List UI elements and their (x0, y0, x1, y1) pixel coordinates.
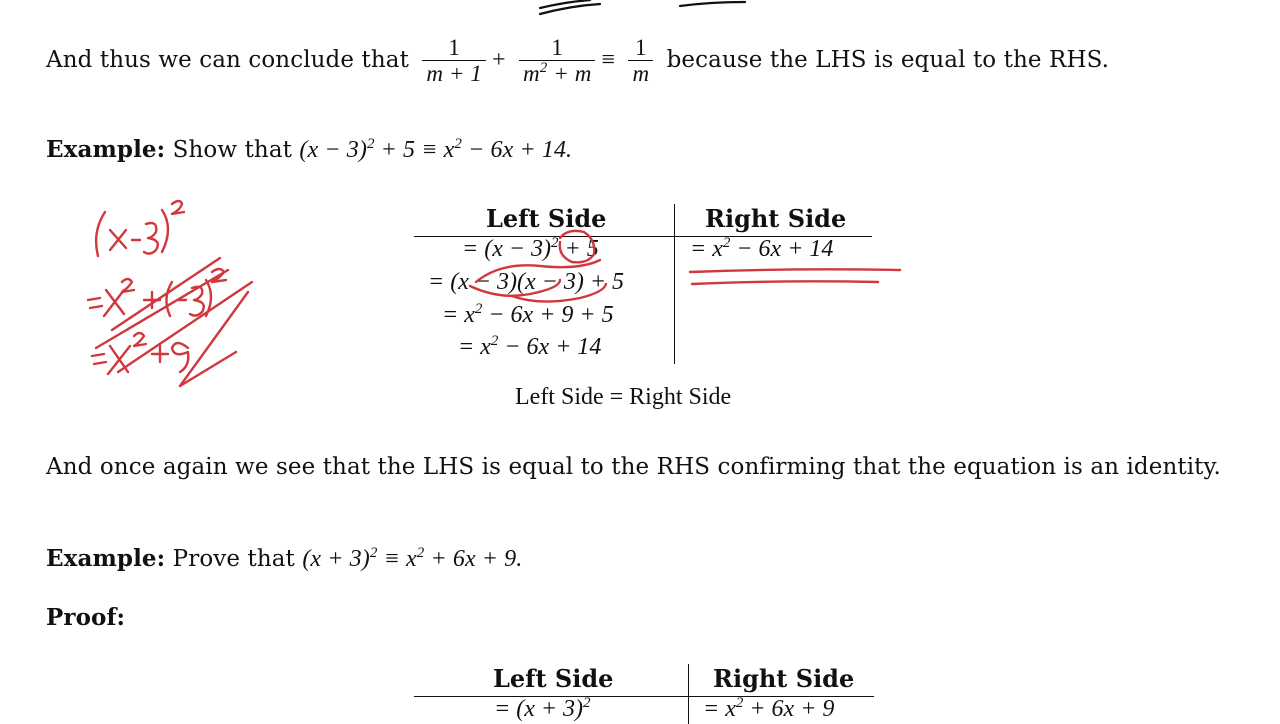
ink-underline-2 (692, 281, 878, 284)
table-1-right-row: = $x^2 - 6x + 14$ (690, 235, 834, 262)
conclusion-suffix: because the LHS is equal to the RHS. (666, 47, 1110, 73)
example-2-label: Example: (46, 545, 166, 572)
identity-paragraph: And once again we see that the LHS is equal to the RHS confirming that the equation is an identity. (46, 454, 1221, 480)
ink-x (110, 230, 126, 250)
ink-x3 (108, 346, 130, 374)
equiv-sign: ≡ (601, 47, 616, 73)
table-2-left-header: Left Side (493, 664, 614, 693)
table-2-right-header: Right Side (713, 664, 855, 693)
ink-x2-exp (122, 279, 134, 292)
ink-paren-open (96, 212, 105, 256)
ink-arc-top (476, 260, 600, 282)
ink-x3-exp (134, 333, 146, 346)
ink-arc-left (470, 280, 560, 296)
fraction-1-over-m-plus-1: $\frac{1}{m + 1}$ (422, 36, 486, 87)
example-1-statement: Example: Show that $(x - 3)^2 + 5 \equiv x^2 - 6x + 14$. (46, 136, 573, 163)
top-scribble-left (540, 0, 600, 14)
ink-x2 (104, 290, 124, 316)
table-1-right-header: Right Side (705, 204, 847, 233)
ink-circle-exponent (560, 231, 595, 262)
table-1-left-row: = $x^2 - 6x + 14$ (458, 333, 602, 360)
conclusion-prefix: And thus we can conclude that (46, 47, 409, 73)
fraction-1-over-m: $\frac{1}{m}$ (628, 36, 653, 87)
ink-exp-2 (172, 201, 184, 214)
ink-three (144, 223, 158, 254)
ink-paren-close (162, 210, 168, 252)
table-1-left-row: = $(x - 3)^2 + 5$ (462, 235, 599, 262)
proof-label: Proof: (46, 604, 126, 631)
table-1-left-row: = (x − 3)(x − 3) + 5 (428, 269, 625, 295)
example-2-statement: Example: Prove that $(x + 3)^2 \equiv x^2 + 6x + 9$. (46, 545, 523, 572)
fraction-1-over-m2-plus-m: $\frac{1}{m^2 + m}$ (519, 36, 595, 87)
ink-paren-2-open (166, 282, 172, 316)
ink-arc-bottom (512, 284, 606, 302)
ink-equals-1 (88, 298, 102, 308)
table-1-left-header: Left Side (486, 204, 607, 233)
ink-nine (172, 343, 188, 372)
table-2-left-row: = $(x + 3)^2$ (494, 695, 591, 722)
table-1-conclusion: Left Side = Right Side (515, 384, 732, 410)
top-scribble-right (680, 2, 745, 6)
ink-equals-2 (92, 354, 106, 364)
ink-underline-1 (690, 269, 900, 272)
plus-sign: + (491, 47, 506, 73)
table-2-right-row: = $x^2 + 6x + 9$ (703, 695, 835, 722)
table-1-left-row: = $x^2 - 6x + 9 + 5$ (442, 301, 614, 328)
example-1-label: Example: (46, 136, 166, 163)
